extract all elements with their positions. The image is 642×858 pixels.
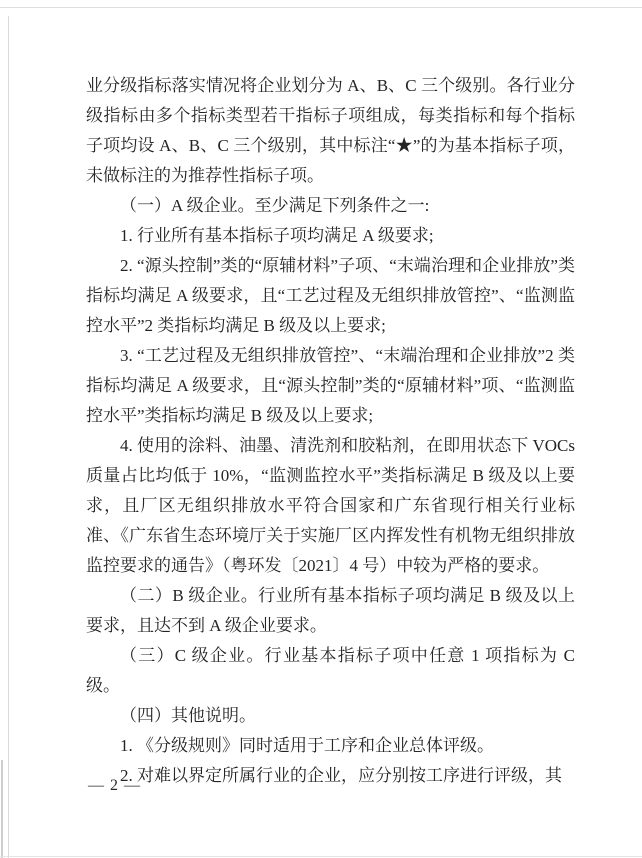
paragraph-6: 4. 使用的涂料、油墨、清洗剂和胶粘剂，在即用状态下 VOCs 质量占比均低于 10%，“监测监控水平”类指标满足 B 级及以上要求，且厂区无组织排放水平符合国家和广东省现行相关行业标准、《广东省生态环境厅关于实施厂区内挥发性有机物无组织排放监控要求的通告》（粤环发〔2021〕4 号）中较为严格的要求。 bbox=[86, 436, 575, 575]
document-body bbox=[86, 71, 575, 791]
paragraph-1: 业分级指标落实情况将企业划分为 A、B、C 三个级别。各行业分级指标由多个指标类型若干指标子项组成，每类指标和每个指标子项均设 A、B、C 三个级别，其中标注“★”的为基本指标子项，未做标注的为推荐性指标子项。 bbox=[86, 76, 575, 185]
page-edge-left bbox=[8, 16, 9, 858]
page-edge-top bbox=[0, 7, 642, 8]
paragraph-3: 1. 行业所有基本指标子项均满足 A 级要求; bbox=[120, 226, 434, 245]
paragraph-9: （四）其他说明。 bbox=[120, 706, 256, 725]
page-edge-bottom bbox=[0, 856, 642, 857]
paragraph-10: 1. 《分级规则》同时适用于工序和企业总体评级。 bbox=[120, 736, 494, 755]
page-edge-left-lower bbox=[1, 760, 3, 858]
paragraph-7: （二）B 级企业。行业所有基本指标子项均满足 B 级及以上要求，且达不到 A 级企业要求。 bbox=[86, 586, 575, 635]
paragraph-4: 2. “源头控制”类的“原辅材料”子项、“末端治理和企业排放”类指标均满足 A 级要求，且“工艺过程及无组织排放管控”、“监测监控水平”2 类指标均满足 B 级及以上要求; bbox=[86, 256, 575, 335]
paragraph-8: （三）C 级企业。行业基本指标子项中任意 1 项指标为 C 级。 bbox=[86, 646, 575, 695]
paragraph-11: 2. 对难以界定所属行业的企业，应分别按工序进行评级，其 bbox=[120, 766, 562, 785]
paragraph-5: 3. “工艺过程及无组织排放管控”、“末端治理和企业排放”2 类指标均满足 A 级要求，且“源头控制”类的“原辅材料”项、“监测监控水平”类指标均满足 B 级及以上要求; bbox=[86, 346, 575, 425]
paragraph-2: （一）A 级企业。至少满足下列条件之一: bbox=[120, 196, 430, 215]
page-number: — 2 — bbox=[88, 777, 141, 794]
